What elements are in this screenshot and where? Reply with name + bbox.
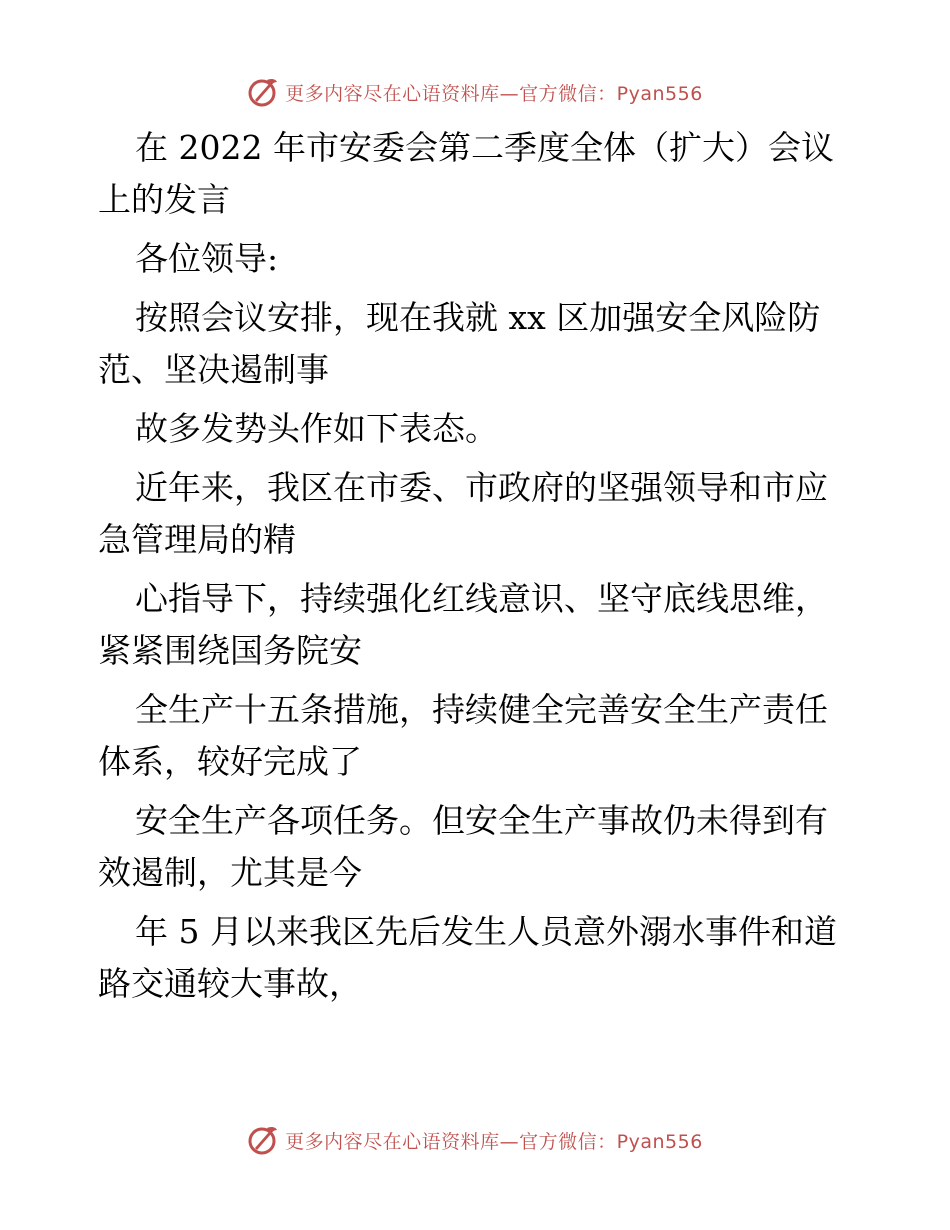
paragraph-line: 效遏制，尤其是今 (98, 853, 362, 892)
paragraph-line: 紧紧围绕国务院安 (98, 631, 362, 670)
paragraph-line: 安全生产各项任务。但安全生产事故仍未得到有 (135, 801, 828, 840)
quill-pen-logo-icon (247, 76, 279, 108)
paragraph-line: 在 2022 年市安委会第二季度全体（扩大）会议 (135, 128, 834, 167)
paragraph-line: 近年来，我区在市委、市政府的坚强领导和市应 (135, 468, 828, 507)
quill-pen-logo-icon (247, 1124, 279, 1156)
header-watermark (0, 72, 950, 112)
paragraph-line: 按照会议安排，现在我就 xx 区加强安全风险防 (135, 298, 821, 337)
paragraph-line: 急管理局的精 (98, 520, 296, 559)
paragraph-line: 范、坚决遏制事 (98, 350, 329, 389)
watermark-text: 更多内容尽在心语资料库—官方微信：Pyan556 (285, 1130, 703, 1153)
watermark-text: 更多内容尽在心语资料库—官方微信：Pyan556 (285, 82, 703, 105)
paragraph-line: 上的发言 (98, 180, 230, 219)
paragraph-line: 心指导下，持续强化红线意识、坚守底线思维， (135, 579, 828, 618)
paragraph-line: 全生产十五条措施，持续健全完善安全生产责任 (135, 690, 828, 729)
footer-watermark (0, 1120, 950, 1160)
paragraph-line: 故多发势头作如下表态。 (135, 409, 498, 448)
paragraph-line: 体系，较好完成了 (98, 742, 362, 781)
paragraph-line: 路交通较大事故， (98, 964, 362, 1003)
paragraph-line: 各位领导: (135, 239, 279, 278)
paragraph-line: 年 5 月以来我区先后发生人员意外溺水事件和道 (135, 912, 837, 951)
document-body (98, 122, 858, 1010)
